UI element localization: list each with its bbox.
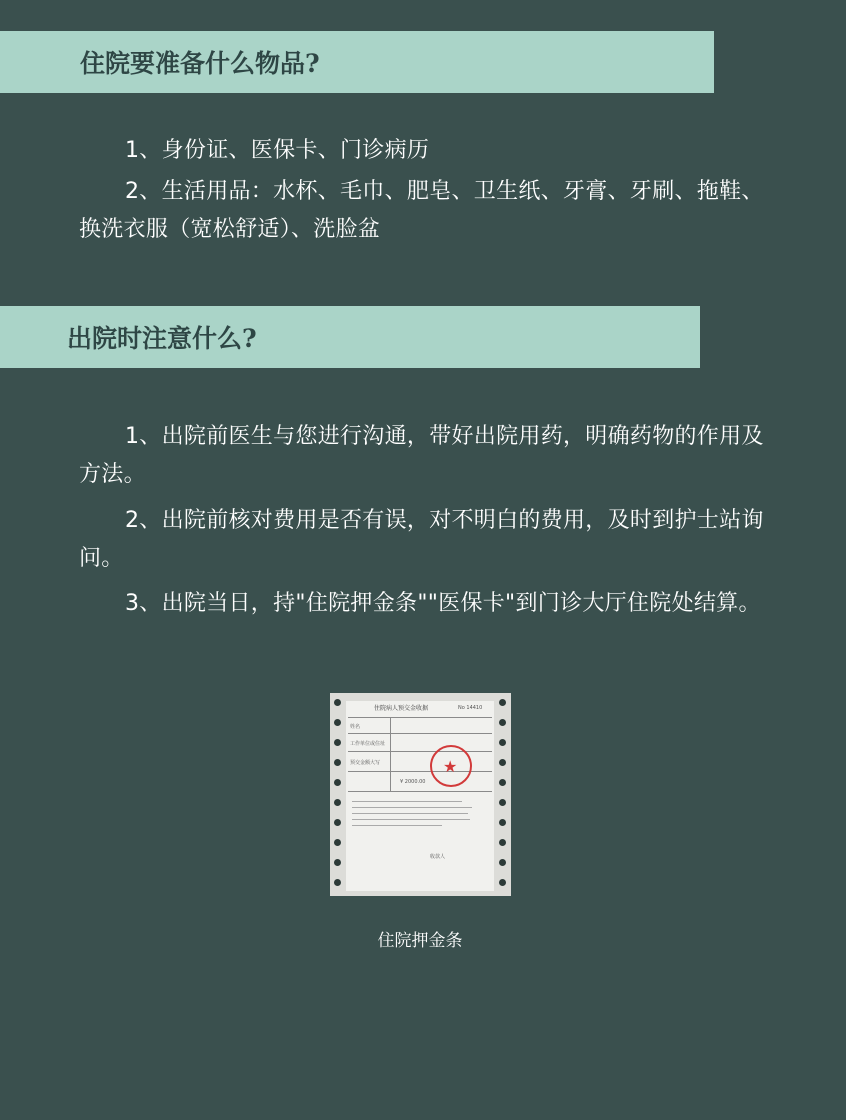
list-item: 2、出院前核对费用是否有误，对不明白的费用，及时到护士站询问。 xyxy=(79,508,764,571)
receipt-number: No 14410 xyxy=(458,705,483,711)
image-caption: 住院押金条 xyxy=(377,931,463,951)
receipt-paper xyxy=(346,701,494,891)
receipt-address-label: 工作单位或住址 xyxy=(350,741,386,747)
section-heading-text: 出院时注意什么? xyxy=(67,324,257,353)
list-item: 2、生活用品：水杯、毛巾、肥皂、卫生纸、牙膏、牙刷、拖鞋、换洗衣服（宽松舒适）、洗脸盆 xyxy=(79,179,764,242)
list-item: 1、出院前医生与您进行沟通，带好出院用药，明确药物的作用及方法。 xyxy=(79,424,764,487)
section-heading-discharge xyxy=(0,306,700,368)
receipt-amount-label: 预交金额大写 xyxy=(350,760,381,766)
perforation-holes-right xyxy=(499,699,507,895)
perforation-holes-left xyxy=(334,699,342,895)
receipt-name-label: 姓名 xyxy=(350,724,361,730)
deposit-receipt-image xyxy=(330,693,511,896)
star-icon: ★ xyxy=(443,757,458,776)
receipt-title: 住院病人预交金收据 xyxy=(374,705,429,712)
section-heading-items xyxy=(0,31,714,93)
list-item: 1、身份证、医保卡、门诊病历 xyxy=(125,138,430,163)
receipt-amount-value: ¥ 2000.00 xyxy=(400,779,426,785)
section-heading-text: 住院要准备什么物品? xyxy=(80,49,320,78)
list-item: 3、出院当日，持"住院押金条""医保卡"到门诊大厅住院处结算。 xyxy=(125,591,761,616)
receipt-payee-label: 收款人 xyxy=(430,854,446,860)
